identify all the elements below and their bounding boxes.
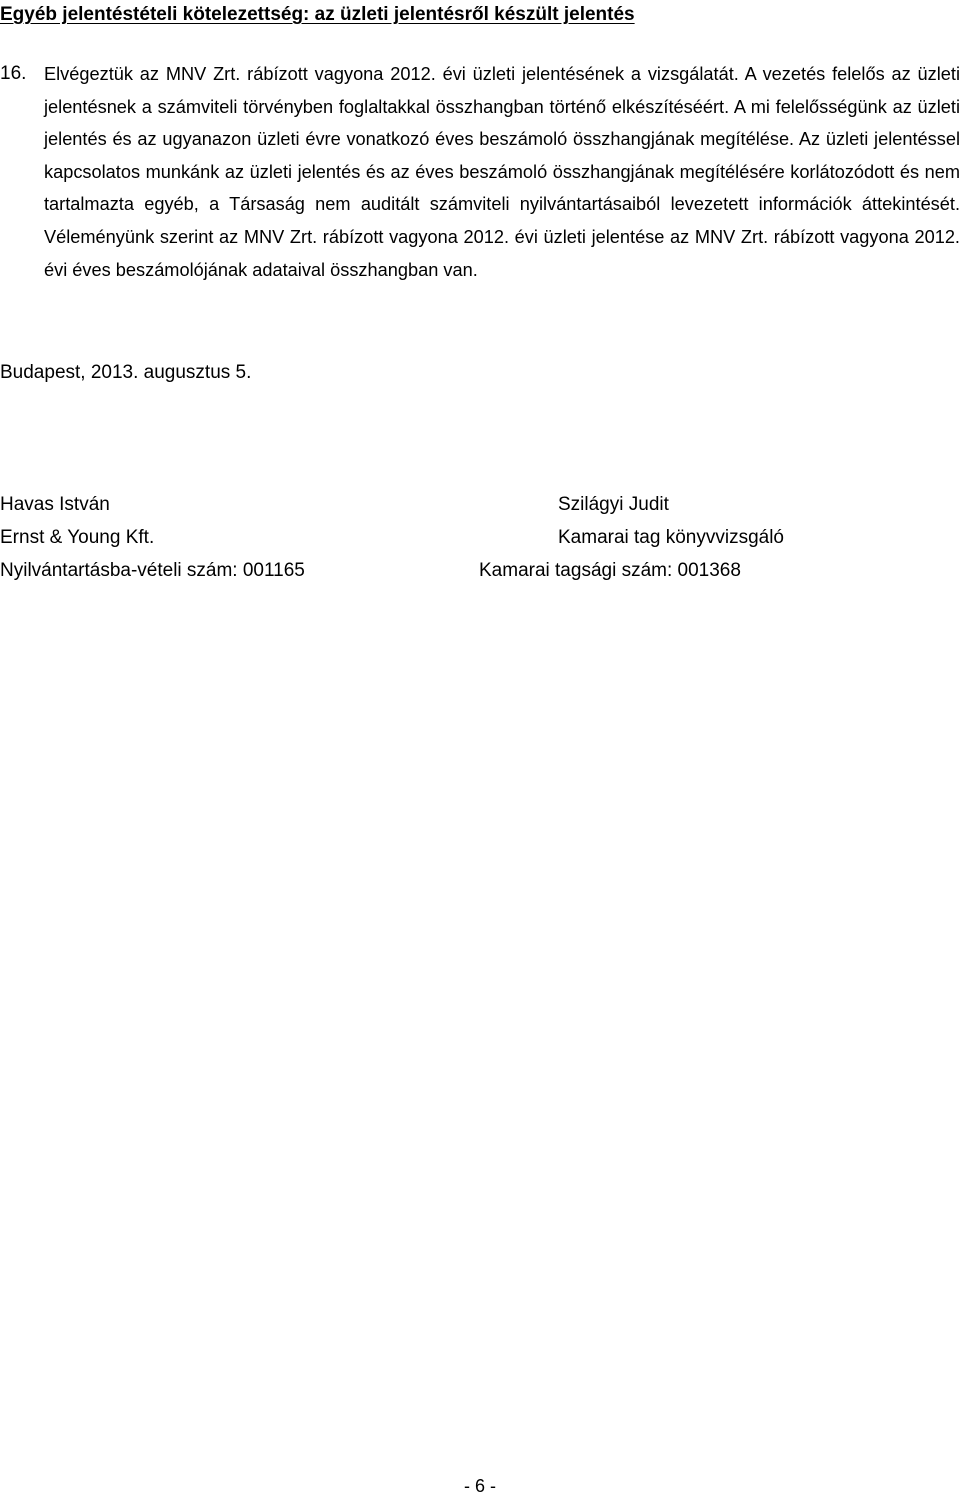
signatory-left-company: Ernst & Young Kft.	[0, 527, 155, 548]
signatory-left-registration: Nyilvántartásba-vételi szám: 001165	[0, 560, 305, 581]
place-and-date: Budapest, 2013. augusztus 5.	[0, 362, 252, 383]
paragraph-number: 16.	[0, 63, 27, 84]
signatory-left-name: Havas István	[0, 494, 110, 515]
section-heading: Egyéb jelentéstételi kötelezettség: az üzleti jelentésről készült jelentés	[0, 4, 635, 25]
signatory-right-title: Kamarai tag könyvvizsgáló	[558, 527, 784, 548]
page-number: - 6 -	[463, 1476, 496, 1496]
signatory-right-membership: Kamarai tagsági szám: 001368	[479, 560, 741, 581]
signatory-right-name: Szilágyi Judit	[558, 494, 669, 515]
paragraph-text: Elvégeztük az MNV Zrt. rábízott vagyona 2012. évi üzleti jelentésének a vizsgálatát. A vezetés felelős az üzleti jelentésnek a számviteli törvényben foglaltakkal összhangban történő elkészítéséért. A mi felelősségünk az üzleti jelentés és az ugyanazon üzleti évre vonatkozó éves beszámoló összhangjának megítélése. Az üzleti jelentéssel kapcsolatos munkánk az üzleti jelentés és az éves beszámoló összhangjának megítélésére korlátozódott és nem tartalmazta egyéb, a Társaság nem auditált számviteli nyilvántartásaiból levezetett információk áttekintését. Véleményünk szerint az MNV Zrt. rábízott vagyona 2012. évi üzleti jelentése az MNV Zrt. rábízott vagyona 2012. évi éves beszámolójának adataival összhangban van.	[44, 64, 960, 280]
